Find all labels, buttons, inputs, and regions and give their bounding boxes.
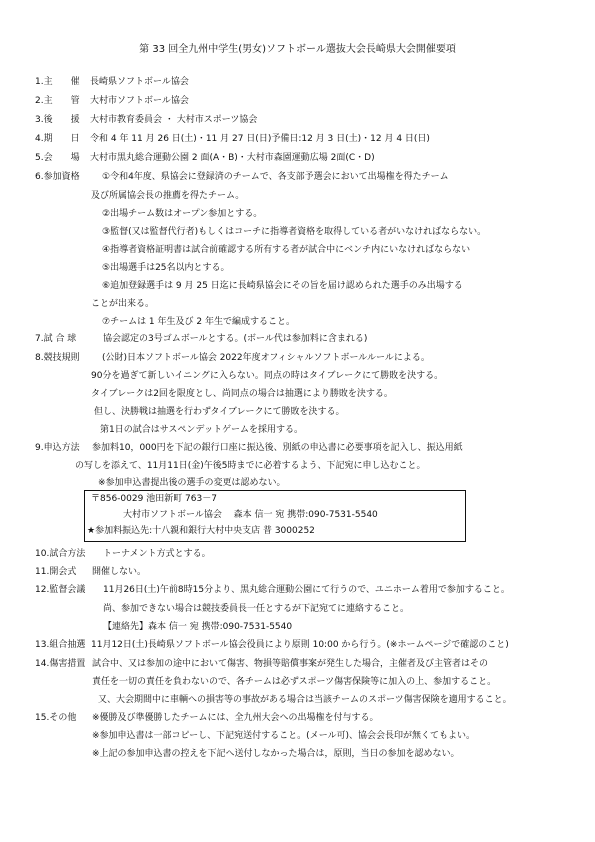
item-line: 及び所属協会長の推薦を得たチーム。 bbox=[91, 191, 245, 201]
item-line: ⑤出場選手は25名以内とする。 bbox=[102, 263, 230, 273]
item-line: 尚、参加できない場合は競技委員長一任とするが下記宛てに連絡すること。 bbox=[103, 604, 410, 614]
address-recipient: 大村市ソフトボール協会 森本 信一 宛 携帯:090-7531-5540 bbox=[123, 510, 378, 520]
item-label: 8.競技規則 bbox=[35, 353, 80, 363]
item-line: 大村市ソフトボール協会 bbox=[90, 96, 189, 106]
item-line: ⑥追加登録選手は 9 月 25 日迄に長崎県協会にその旨を届け認められた選手のみ出場する bbox=[102, 281, 463, 291]
item-label: 10.試合方法 bbox=[35, 549, 86, 559]
item-label: 4.期 日 bbox=[35, 134, 80, 144]
item-line: ⑦チームは 1 年生及び 2 年生で編成すること。 bbox=[102, 317, 295, 327]
item-line: 長崎県ソフトボール協会 bbox=[90, 77, 189, 87]
item-line: 【連絡先】森本 信一 宛 携帯:090-7531-5540 bbox=[103, 622, 293, 632]
item-line: 但し、決勝戦は抽選を行わずタイブレークにて勝敗を決する。 bbox=[94, 407, 345, 417]
item-label: 9.申込方法 bbox=[35, 443, 80, 453]
item-label: 11.開会式 bbox=[35, 567, 77, 577]
item-line: 責任を一切の責任を負わないので、各チームは必ずスポーツ傷害保険等に加入の上、参加すること。 bbox=[92, 677, 497, 687]
address-box bbox=[84, 490, 466, 542]
item-label: 15.その他 bbox=[35, 713, 77, 723]
item-label: 7.試 合 球 bbox=[35, 334, 77, 344]
item-label: 5.会 場 bbox=[35, 153, 80, 163]
item-line: 開催しない。 bbox=[92, 567, 147, 577]
page-title: 第 33 回全九州中学生(男女)ソフトボール選抜大会長崎県大会開催要項 bbox=[139, 44, 456, 55]
item-label: 14.傷害措置 bbox=[35, 659, 86, 669]
item-line: 令和 4 年 11 月 26 日(土)・11 月 27 日(日)予備日:12 月 3 日(土)・12 月 4 日(日) bbox=[90, 134, 430, 144]
item-line: 大村市黒丸総合運動公園 2 面(A・B)・大村市森園運動広場 2面(C・D) bbox=[90, 153, 375, 163]
item-label: 1.主 催 bbox=[35, 77, 80, 87]
item-line: 協会認定の3号ゴムボールとする。(ボール代は参加料に含まれる) bbox=[103, 334, 368, 344]
item-line: 参加料10，000円を下記の銀行口座に振込後、別紙の申込書に必要事項を記入し、振込用紙 bbox=[92, 443, 463, 453]
item-line: 大村市教育委員会 ・ 大村市スポーツ協会 bbox=[90, 115, 258, 125]
item-line: ※優勝及び準優勝したチームには、全九州大会への出場権を付与する。 bbox=[92, 713, 379, 723]
item-line: ※参加申込書提出後の選手の変更は認めない。 bbox=[98, 478, 286, 488]
item-label: 2.主 管 bbox=[35, 96, 80, 106]
address-postal: 〒856-0029 池田新町 763－7 bbox=[91, 494, 217, 504]
item-line: の写しを添えて、11月11日(金)午後5時までに必着するよう、下記宛に申し込むこと。 bbox=[75, 461, 426, 471]
item-label: 6.参加資格 bbox=[35, 172, 80, 182]
item-line: ことが出来る。 bbox=[91, 299, 155, 309]
item-label: 13.組合抽選 bbox=[35, 640, 86, 650]
address-bank: ★参加料振込先:十八親和銀行大村中央支店 普 3000252 bbox=[87, 526, 315, 536]
item-line: ※上記の参加申込書の控えを下記へ送付しなかった場合は，原則，当日の参加を認めない。 bbox=[92, 749, 460, 759]
item-line: 又、大会期間中に車輌への損害等の事故がある場合は当該チームのスポーツ傷害保険を適用すること。 bbox=[98, 695, 512, 705]
item-line: (公財)日本ソフトボール協会 2022年度オフィシャルソフトボールルールによる。 bbox=[102, 353, 430, 363]
item-line: 90分を過ぎて新しいイニングに入らない。同点の時はタイブレークにて勝敗を決する。 bbox=[91, 371, 444, 381]
item-label: 12.監督会議 bbox=[35, 585, 86, 595]
item-line: タイブレークは2回を限度とし、尚同点の場合は抽選により勝敗を決する。 bbox=[91, 389, 393, 399]
item-line: ※参加申込書は一部コピーし、下記宛送付すること。(メール可)、協会会長印が無くてもよい。 bbox=[92, 731, 476, 741]
item-line: 試合中、又は参加の途中において傷害、物損等賠償事案が発生した場合，主催者及び主管者はその bbox=[92, 659, 489, 669]
item-line: ①令和4年度、県協会に登録済のチームで、各支部予選会において出場権を得たチーム bbox=[102, 172, 449, 182]
item-line: ②出場チーム数はオープン参加とする。 bbox=[102, 209, 263, 219]
item-label: 3.後 援 bbox=[35, 115, 80, 125]
item-line: ③監督(又は監督代行者)もしくはコーチに指導者資格を取得している者がいなければならない。 bbox=[102, 227, 487, 237]
item-line: ④指導者資格証明書は試合前確認する所有する者が試合中にベンチ内にいなければならない bbox=[102, 245, 471, 255]
item-line: 11月12日(土)長崎県ソフトボール協会役員により原則 10:00 から行う。(※ホームページで確認のこと) bbox=[91, 640, 509, 650]
item-line: トーナメント方式とする。 bbox=[103, 549, 211, 559]
item-line: 11月26日(土)午前8時15分より、黒丸総合運動公園にて行うので、ユニホーム着用で参加すること。 bbox=[103, 585, 510, 595]
item-line: 第1日の試合はサスペンデットゲームを採用する。 bbox=[100, 425, 304, 435]
